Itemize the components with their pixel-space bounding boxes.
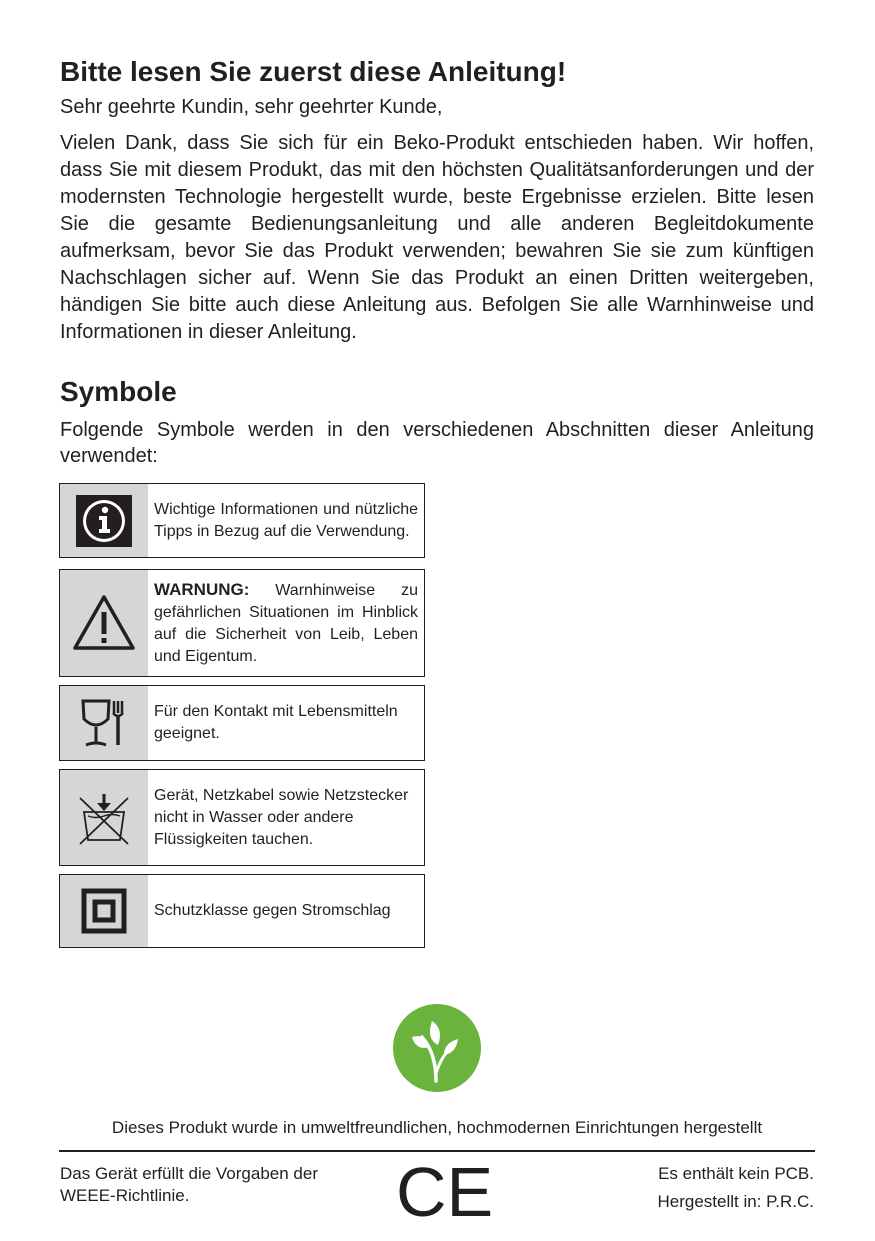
warning-triangle-icon <box>60 570 148 676</box>
pcb-statement: Es enthält kein PCB. <box>658 1164 814 1183</box>
ce-mark <box>396 1153 494 1231</box>
symbols-intro: Folgende Symbole werden in den verschiedenen Abschnitten dieser Anleitung verwendet: <box>60 419 814 467</box>
info-icon <box>60 484 148 557</box>
symbol-text <box>148 686 424 760</box>
symbols-heading: Symbole <box>60 376 177 407</box>
food-contact-icon <box>60 686 148 760</box>
manufacturing-statement: Dieses Produkt wurde in umweltfreundlichen, hochmodernen Einrichtungen hergestellt <box>111 1118 763 1137</box>
ce-mark-text: CE <box>396 1153 494 1231</box>
protection-class-icon <box>60 875 148 947</box>
symbol-row-protection-class <box>59 874 425 948</box>
intro-paragraph: Vielen Dank, dass Sie sich für ein Beko-Produkt entschieden haben. Wir hoffen, dass Sie mit diesem Produkt, das mit den höchsten Qualitätsanforderungen und der modernsten Technologie hergestellt wurde, beste Ergebnisse erzielen. Bitte lesen Sie die gesamte Bedienungsanleitung und alle anderen Begleitdokumente aufmerksam, bevor Sie das Produkt verwenden; bewahren Sie sie zum künftigen Nachschlagen sicher auf. Wenn Sie das Produkt an einen Dritten weitergeben, händigen Sie bitte auch diese Anleitung aus. Befolgen Sie alle Warnhinweise und Informationen in dieser Anleitung. <box>60 132 814 343</box>
leaf-icon <box>392 1003 482 1093</box>
symbol-description: Für den Kontakt mit Lebensmitteln geeignet. <box>154 703 398 742</box>
symbol-row-warning <box>59 569 425 677</box>
warning-label: WARNUNG: <box>154 579 250 599</box>
symbol-description: Warnhinweise zu gefährlichen Situationen im Hinblick auf die Sicherheit von Leib, Leben und Eigentum. <box>154 581 418 665</box>
symbol-row-food-contact <box>59 685 425 761</box>
weee-statement: Das Gerät erfüllt die Vorgaben der WEEE-Richtlinie. <box>60 1164 318 1205</box>
greeting: Sehr geehrte Kundin, sehr geehrter Kunde, <box>60 96 443 118</box>
symbol-description: Schutzklasse gegen Stromschlag <box>154 902 391 919</box>
symbol-description: Gerät, Netzkabel sowie Netzstecker nicht in Wasser oder andere Flüssigkeiten tauchen. <box>154 786 409 848</box>
symbol-description: Wichtige Informationen und nützliche Tipps in Bezug auf die Verwendung. <box>154 500 418 540</box>
symbol-row-info <box>59 483 425 558</box>
origin-statement: Hergestellt in: P.R.C. <box>657 1192 814 1211</box>
no-immersion-icon <box>60 770 148 865</box>
footer-right <box>560 1160 814 1216</box>
symbol-text <box>148 770 424 865</box>
symbol-text <box>148 570 424 676</box>
divider <box>59 1150 815 1152</box>
symbol-row-no-immersion <box>59 769 425 866</box>
symbol-text <box>148 484 424 557</box>
page-title: Bitte lesen Sie zuerst diese Anleitung! <box>60 56 567 87</box>
symbol-text <box>148 875 424 947</box>
